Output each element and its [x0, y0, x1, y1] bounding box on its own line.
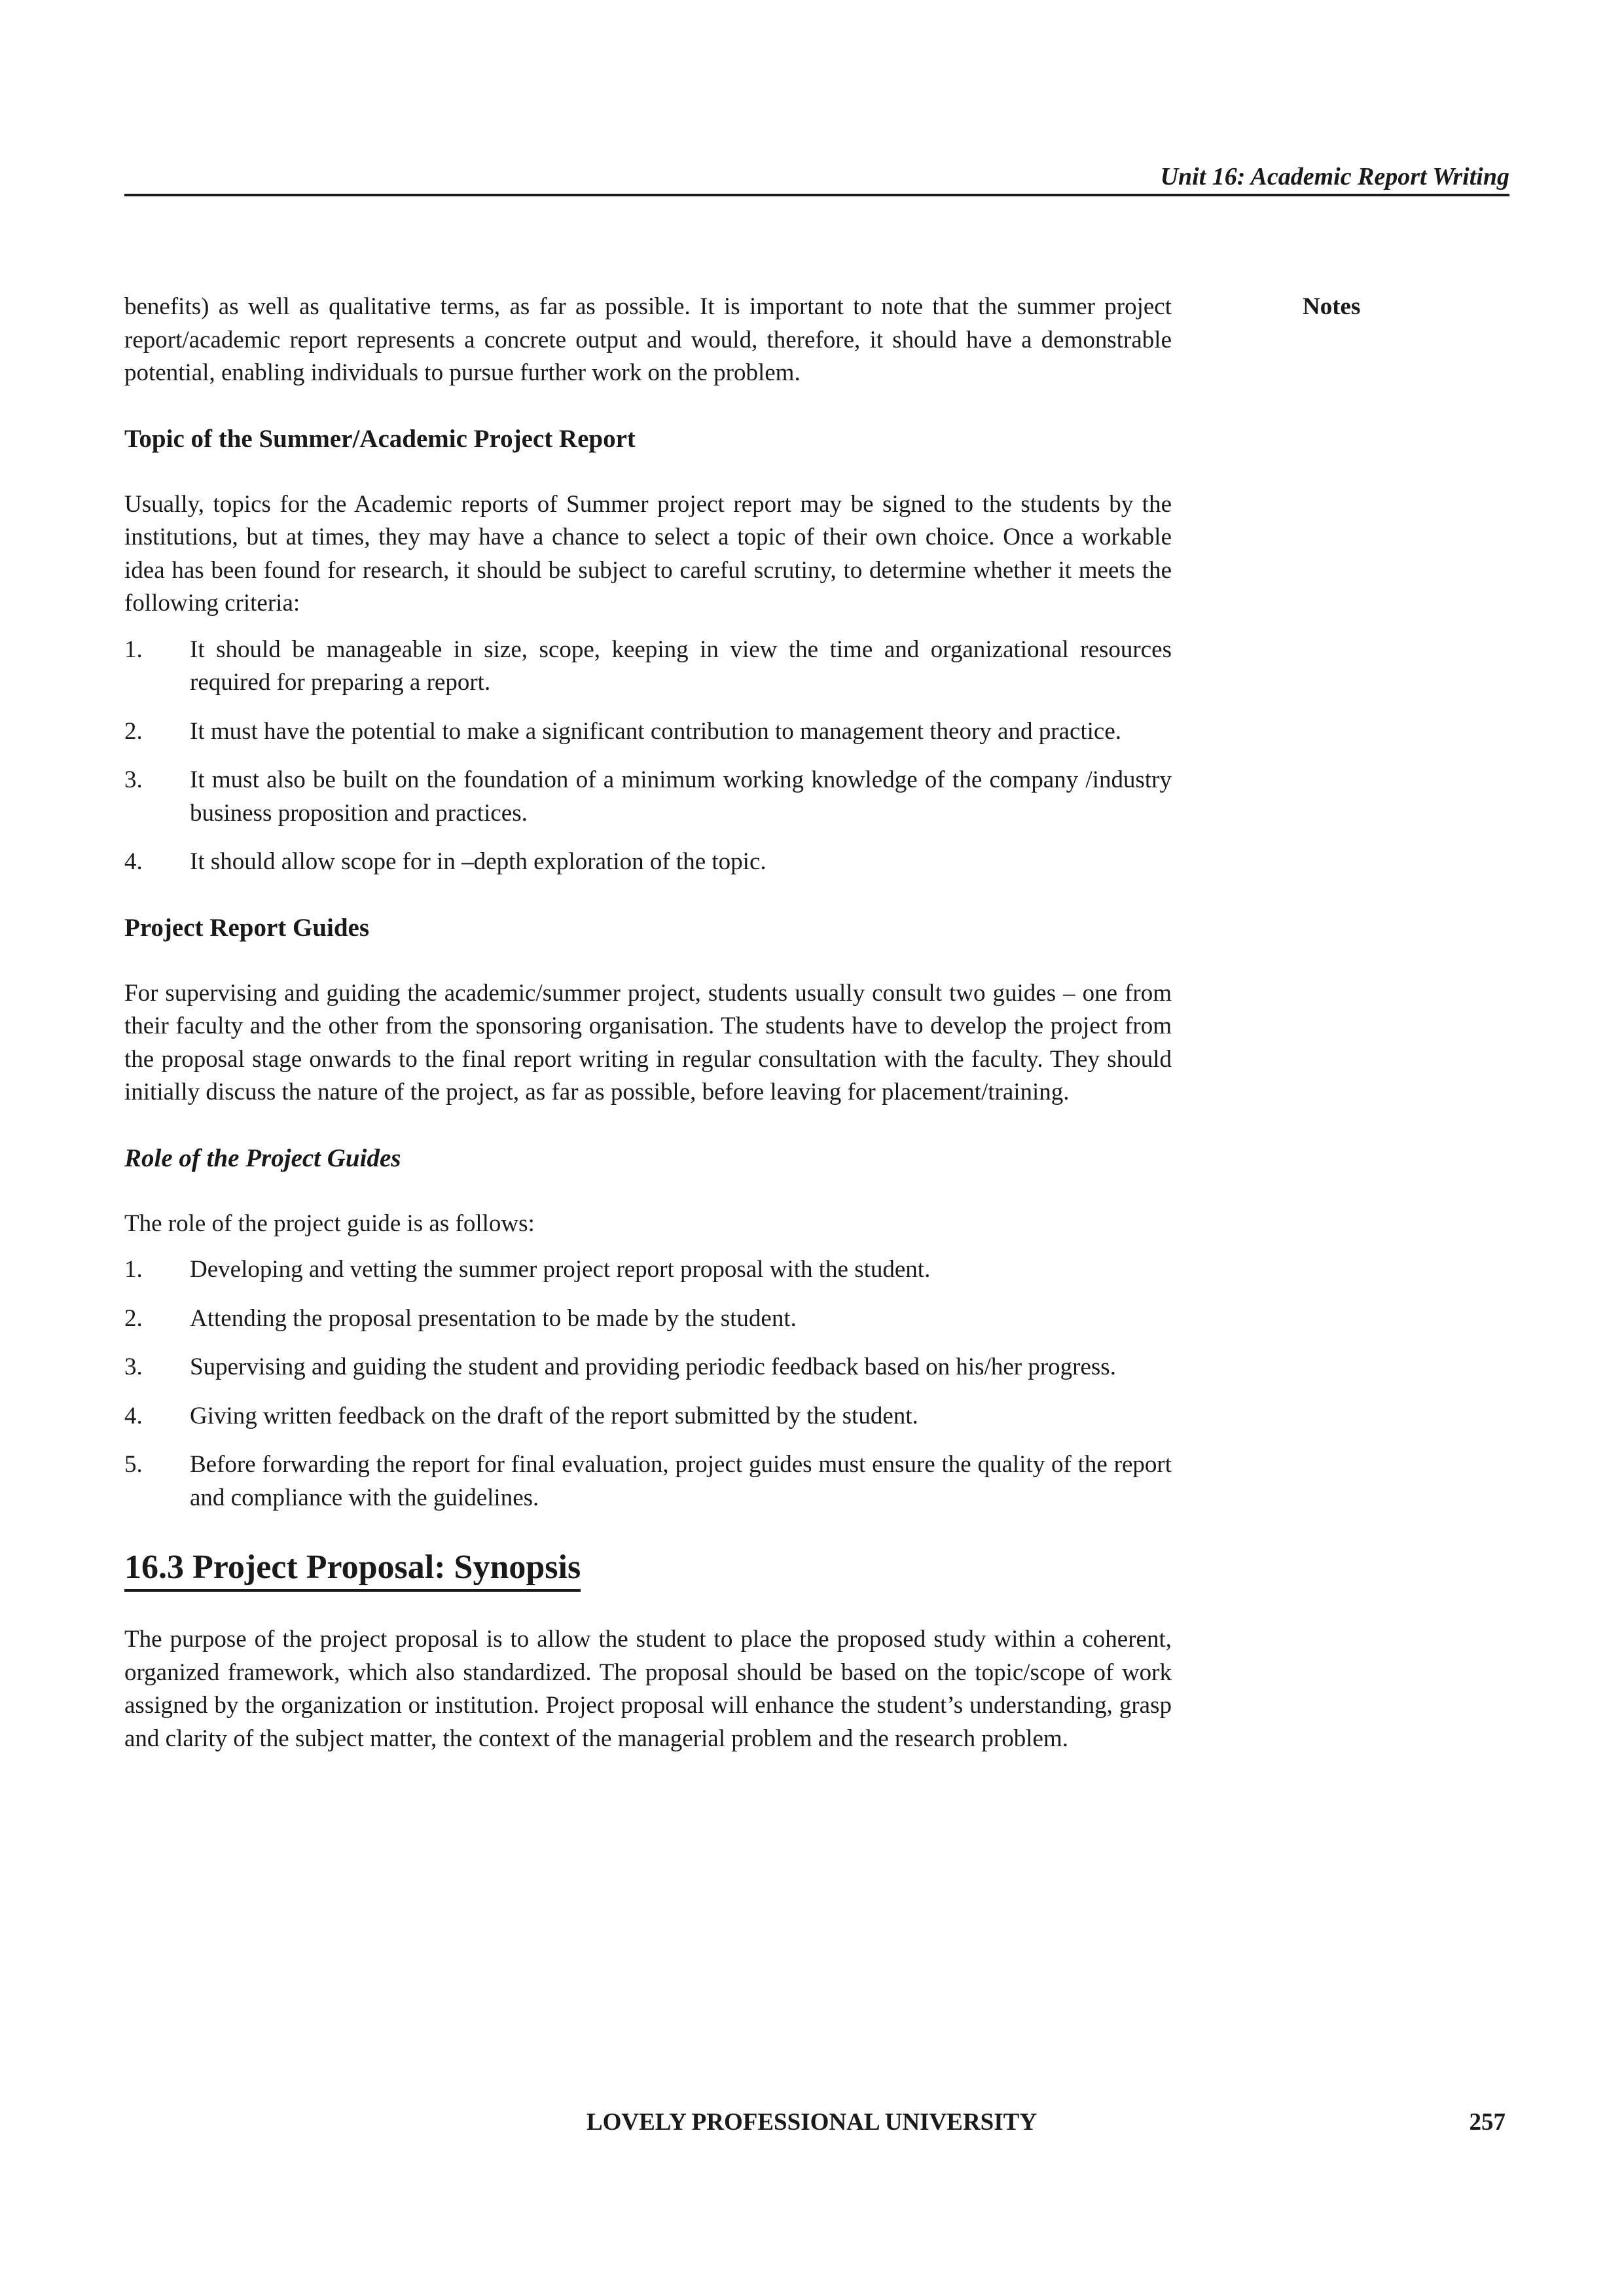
footer-university: LOVELY PROFESSIONAL UNIVERSITY — [586, 2109, 1038, 2136]
list-item — [124, 764, 1172, 830]
criteria-list — [124, 634, 1172, 879]
list-item — [124, 1253, 1172, 1287]
roles-list — [124, 1253, 1172, 1515]
role-section-intro: The role of the project guide is as follows: — [124, 1210, 535, 1237]
list-item-text: It should be manageable in size, scope, keeping in view the time and organizational resources required for preparing a report. — [190, 636, 1172, 696]
list-item — [124, 715, 1172, 749]
guides-section-paragraph: For supervising and guiding the academic/summer project, students usually consult two guides – one from their faculty and the other from the sponsoring organisation. The students have to develop the project from the proposal stage onwards to the final report writing in regular consultation with the faculty. They should initially discuss the nature of the project, as far as possible, before leaving for placement/training. — [124, 979, 1172, 1105]
list-item — [124, 634, 1172, 700]
role-section-heading: Role of the Project Guides — [124, 1143, 401, 1172]
list-item-number: 5. — [124, 1451, 143, 1478]
list-item-text: It must also be built on the foundation of a minimum working knowledge of the company /industry business proposition and practices. — [190, 766, 1172, 827]
page-content — [124, 291, 1172, 1755]
section-heading: 16.3 Project Proposal: Synopsis — [124, 1547, 581, 1592]
list-item-number: 4. — [124, 848, 143, 875]
list-item-number: 1. — [124, 636, 143, 663]
opening-paragraph: benefits) as well as qualitative terms, as far as possible. It is important to note that the summer project report/academic report represents a concrete output and would, therefore, it should have a demonstrable potential, enabling individuals to pursue further work on the problem. — [124, 293, 1172, 386]
list-item-text: Giving written feedback on the draft of the report submitted by the student. — [190, 1402, 918, 1429]
list-item-number: 3. — [124, 766, 143, 793]
list-item-text: Developing and vetting the summer project report proposal with the student. — [190, 1256, 931, 1283]
list-item-number: 2. — [124, 717, 143, 745]
notes-margin-label: Notes — [1303, 293, 1361, 320]
page-number: 257 — [1469, 2109, 1506, 2136]
list-item-number: 2. — [124, 1304, 143, 1332]
list-item-text: It should allow scope for in –depth exploration of the topic. — [190, 848, 767, 875]
list-item-text: Supervising and guiding the student and providing periodic feedback based on his/her progress. — [190, 1354, 1116, 1380]
list-item-number: 4. — [124, 1402, 143, 1429]
list-item-number: 3. — [124, 1354, 143, 1380]
list-item-text: Before forwarding the report for final evaluation, project guides must ensure the quality of the report and compliance with the guidelines. — [190, 1451, 1172, 1511]
list-item — [124, 1448, 1172, 1515]
list-item-number: 1. — [124, 1256, 143, 1283]
running-header: Unit 16: Academic Report Writing — [1160, 163, 1509, 190]
list-item — [124, 1302, 1172, 1336]
topic-section-paragraph: Usually, topics for the Academic reports of Summer project report may be signed to the students by the institutions, but at times, they may have a chance to select a topic of their own choice. Once a workable idea has been found for research, it should be subject to careful scrutiny, to determine whether it meets the following criteria: — [124, 490, 1172, 617]
list-item-text: It must have the potential to make a significant contribution to management theory and practice. — [190, 717, 1122, 745]
list-item-text: Attending the proposal presentation to be made by the student. — [190, 1304, 797, 1332]
guides-section-heading: Project Report Guides — [124, 913, 370, 942]
header-rule — [124, 194, 1509, 196]
proposal-section-paragraph: The purpose of the project proposal is to allow the student to place the proposed study within a coherent, organized framework, which also standardized. The proposal should be based on the topic/scope of work assigned by the organization or institution. Project proposal will enhance the student’s understanding, grasp and clarity of the subject matter, the context of the managerial problem and the research problem. — [124, 1626, 1172, 1752]
list-item — [124, 1400, 1172, 1433]
topic-section-heading: Topic of the Summer/Academic Project Report — [124, 424, 636, 453]
list-item — [124, 1351, 1172, 1384]
list-item — [124, 846, 1172, 879]
